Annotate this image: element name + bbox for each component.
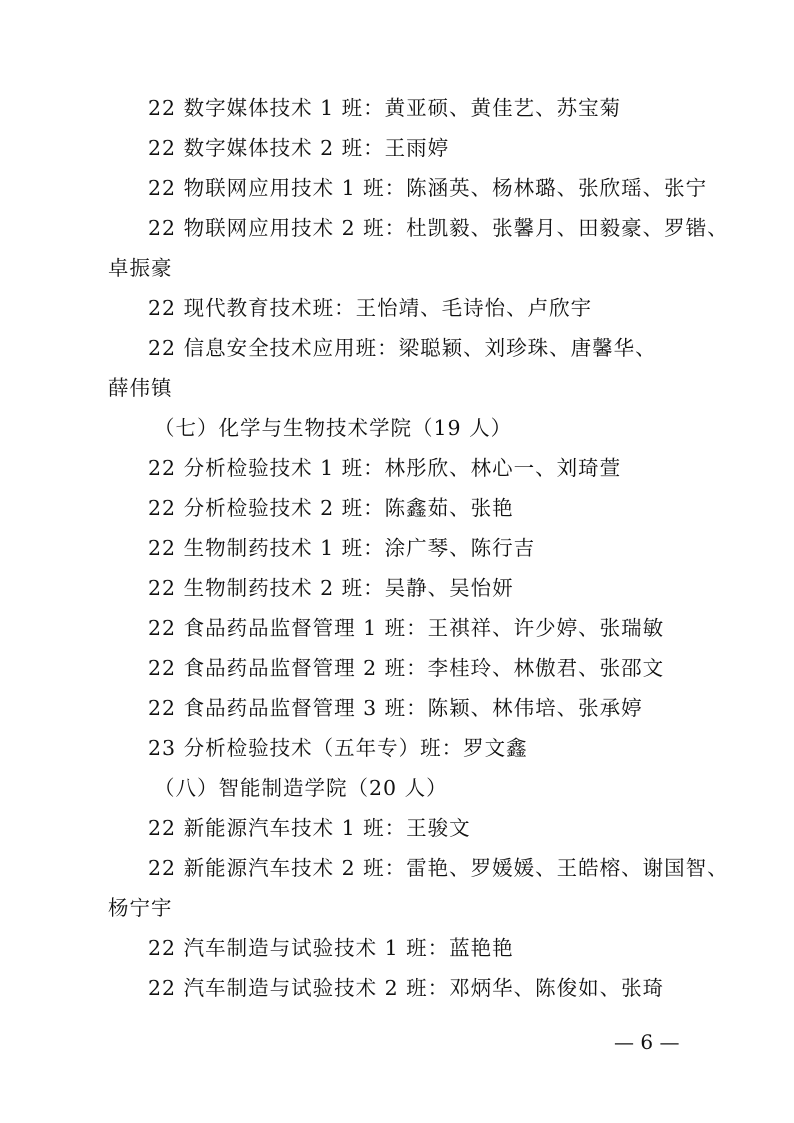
class-line-continuation: 卓振豪	[108, 256, 173, 280]
class-line: 22 汽车制造与试验技术 2 班：邓炳华、陈俊如、张琦	[148, 976, 665, 1000]
class-line: 22 物联网应用技术 1 班：陈涵英、杨林璐、张欣瑶、张宁	[148, 176, 708, 200]
section-heading: （八）智能制造学院（20 人）	[154, 776, 448, 800]
class-line: 22 数字媒体技术 1 班：黄亚硕、黄佳艺、苏宝菊	[148, 96, 622, 120]
class-line: 22 生物制药技术 1 班：涂广琴、陈行吉	[148, 536, 536, 560]
class-line: 22 新能源汽车技术 1 班：王骏文	[148, 816, 471, 840]
class-line: 22 新能源汽车技术 2 班：雷艳、罗媛媛、王皓榕、谢国智、	[148, 856, 729, 880]
class-line: 22 信息安全技术应用班：梁聪颖、刘珍珠、唐馨华、	[148, 336, 657, 360]
class-line-continuation: 杨宁宇	[108, 896, 173, 920]
class-line: 22 食品药品监督管理 2 班：李桂玲、林傲君、张邵文	[148, 656, 665, 680]
class-line: 22 物联网应用技术 2 班：杜凯毅、张馨月、田毅豪、罗锴、	[148, 216, 729, 240]
class-line-continuation: 薛伟镇	[108, 376, 173, 400]
class-line: 22 生物制药技术 2 班：吴静、吴怡妍	[148, 576, 514, 600]
page-number: — 6 —	[614, 1030, 680, 1054]
class-line: 22 食品药品监督管理 3 班：陈颖、林伟培、张承婷	[148, 696, 643, 720]
section-heading: （七）化学与生物技术学院（19 人）	[154, 416, 513, 440]
award-list	[108, 88, 729, 1008]
class-line: 22 分析检验技术 2 班：陈鑫茹、张艳	[148, 496, 514, 520]
class-line: 22 现代教育技术班：王怡靖、毛诗怡、卢欣宇	[148, 296, 593, 320]
class-line: 22 汽车制造与试验技术 1 班：蓝艳艳	[148, 936, 514, 960]
class-line: 22 数字媒体技术 2 班：王雨婷	[148, 136, 450, 160]
class-line: 22 食品药品监督管理 1 班：王祺祥、许少婷、张瑞敏	[148, 616, 665, 640]
class-line: 23 分析检验技术（五年专）班：罗文鑫	[148, 736, 528, 760]
class-line: 22 分析检验技术 1 班：林彤欣、林心一、刘琦萱	[148, 456, 622, 480]
